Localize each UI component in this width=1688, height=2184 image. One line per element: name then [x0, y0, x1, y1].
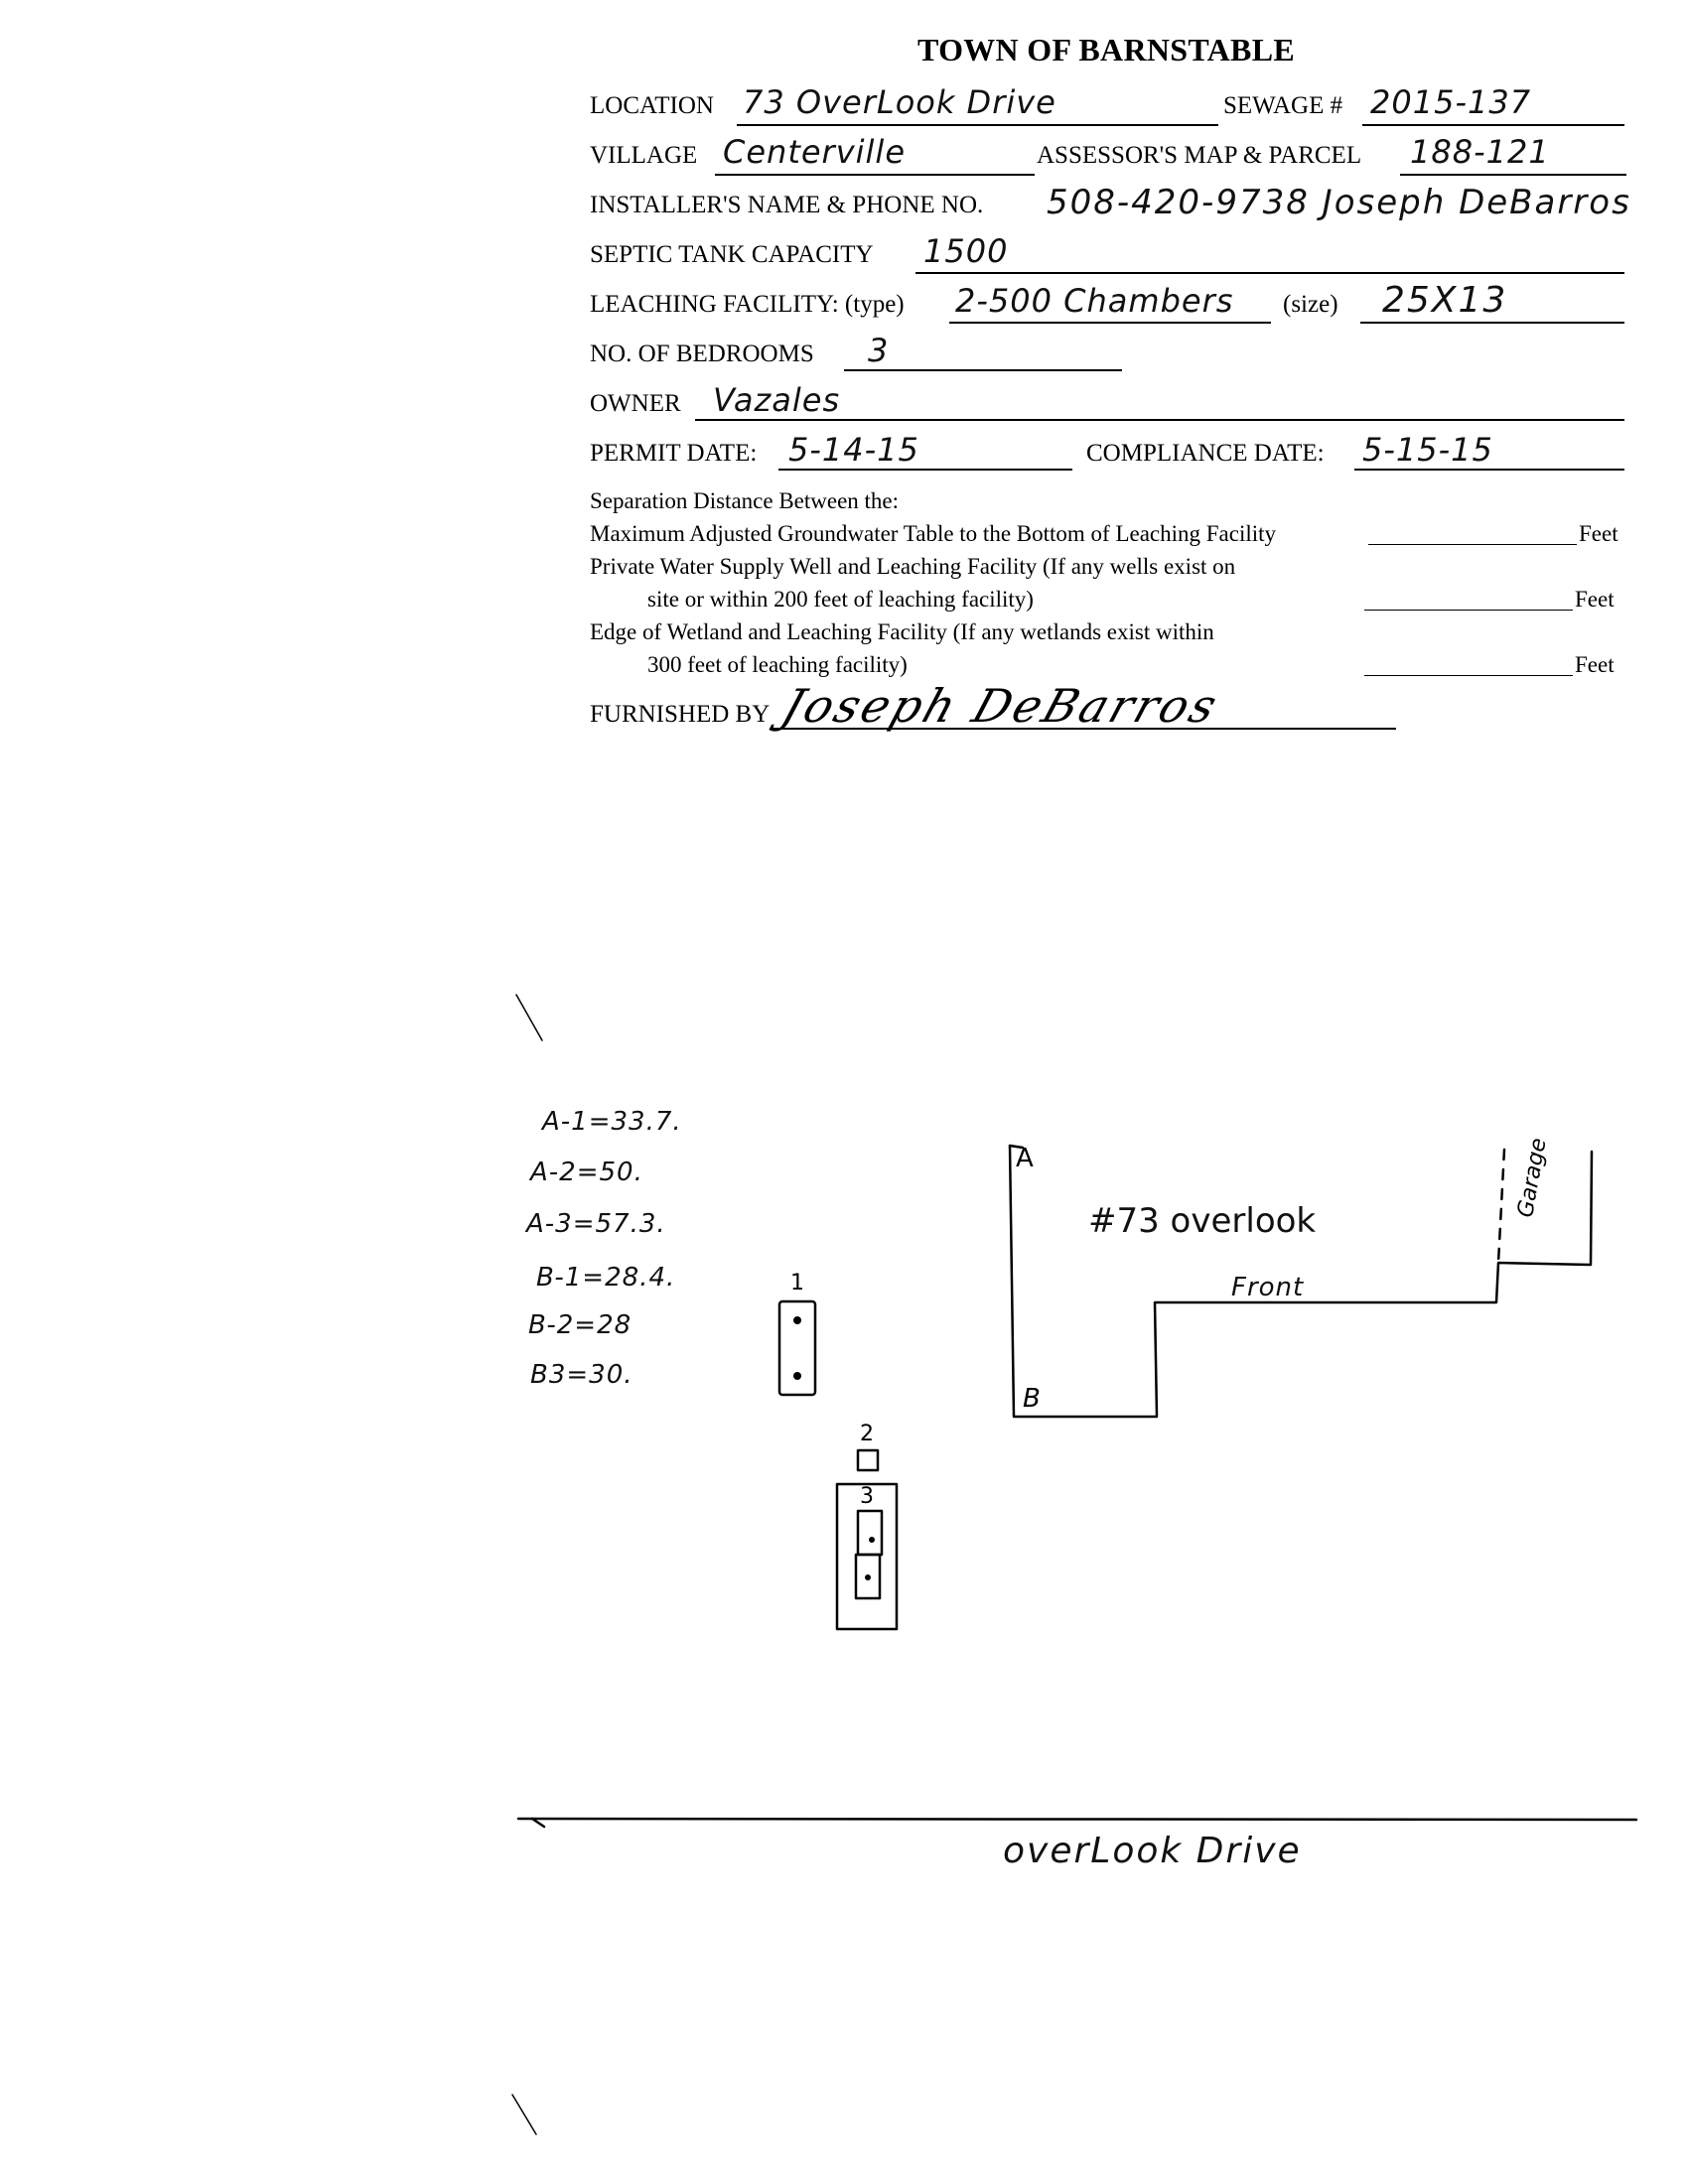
sewage-label: SEWAGE #	[1223, 92, 1343, 119]
size-label: (size)	[1283, 291, 1338, 318]
marker-3-label: 3	[860, 1484, 874, 1509]
installer-value: 508-420-9738 Joseph DeBarros	[1047, 183, 1631, 222]
separation-heading: Separation Distance Between the:	[590, 488, 900, 513]
owner-value: Vazales	[713, 381, 841, 419]
test-hole-1-dot-top	[793, 1316, 801, 1324]
compliance-label: COMPLIANCE DATE:	[1086, 440, 1325, 467]
feet-label-1: Feet	[1579, 521, 1618, 546]
bedrooms-label: NO. OF BEDROOMS	[590, 341, 814, 367]
corner-a-label: A	[1016, 1144, 1034, 1173]
house-label: #73 overlook	[1088, 1201, 1317, 1241]
garage-dashed-wall	[1498, 1150, 1504, 1263]
feet-label-3: Feet	[1575, 652, 1615, 677]
measurement-b1: B-1=28.4.	[536, 1263, 676, 1293]
septic-label: SEPTIC TANK CAPACITY	[590, 241, 874, 268]
bedrooms-value: 3	[868, 332, 890, 369]
measurement-b3: B3=30.	[530, 1360, 633, 1390]
front-label: Front	[1231, 1273, 1305, 1302]
measurement-a2: A-2=50.	[530, 1158, 643, 1187]
map-parcel-value: 188-121	[1410, 133, 1550, 171]
location-value: 73 OverLook Drive	[743, 83, 1056, 121]
separation-line-3b: 300 feet of leaching facility)	[647, 652, 908, 677]
corner-b-label: B	[1023, 1384, 1041, 1414]
location-label: LOCATION	[590, 92, 714, 119]
separation-line-2b: site or within 200 feet of leaching facility)	[647, 587, 1034, 612]
sewage-value: 2015-137	[1370, 83, 1532, 121]
test-hole-2	[858, 1450, 878, 1470]
chamber-2-dot	[865, 1574, 871, 1580]
compliance-value: 5-15-15	[1362, 431, 1493, 469]
septic-value: 1500	[923, 232, 1009, 270]
leaching-type-value: 2-500 Chambers	[955, 282, 1234, 320]
leaching-label: LEACHING FACILITY: (type)	[590, 291, 905, 318]
village-value: Centerville	[723, 133, 906, 171]
furnished-signature: Joseph DeBarros	[775, 679, 1227, 733]
chamber-1	[858, 1511, 882, 1555]
installer-label: INSTALLER'S NAME & PHONE NO.	[590, 192, 984, 218]
test-hole-1	[779, 1301, 815, 1395]
separation-line-1: Maximum Adjusted Groundwater Table to the Bottom of Leaching Facility	[590, 521, 1277, 546]
owner-label: OWNER	[590, 390, 681, 417]
scan-mark-2	[512, 2095, 536, 2134]
permit-label: PERMIT DATE:	[590, 440, 758, 467]
measurement-a3: A-3=57.3.	[526, 1209, 666, 1239]
furnished-label: FURNISHED BY	[590, 701, 771, 728]
test-hole-1-dot-bottom	[793, 1372, 801, 1380]
separation-line-2a: Private Water Supply Well and Leaching Facility (If any wells exist on	[590, 554, 1236, 579]
measurement-a1: A-1=33.7.	[542, 1107, 682, 1137]
permit-value: 5-14-15	[788, 431, 919, 469]
garage-label: Garage	[1513, 1136, 1552, 1220]
scan-mark-1	[516, 995, 542, 1040]
chamber-1-dot	[869, 1537, 875, 1543]
measurement-b2: B-2=28	[528, 1310, 633, 1340]
marker-2-label: 2	[860, 1422, 874, 1446]
street-line	[518, 1819, 1636, 1820]
village-label: VILLAGE	[590, 142, 698, 169]
feet-label-2: Feet	[1575, 587, 1615, 612]
separation-line-3a: Edge of Wetland and Leaching Facility (If any wetlands exist within	[590, 619, 1214, 644]
map-parcel-label: ASSESSOR'S MAP & PARCEL	[1037, 142, 1362, 169]
form-title: TOWN OF BARNSTABLE	[917, 32, 1295, 68]
size-value: 25X13	[1382, 280, 1508, 321]
marker-1-label: 1	[790, 1271, 804, 1296]
street-label: overLook Drive	[1003, 1831, 1302, 1871]
